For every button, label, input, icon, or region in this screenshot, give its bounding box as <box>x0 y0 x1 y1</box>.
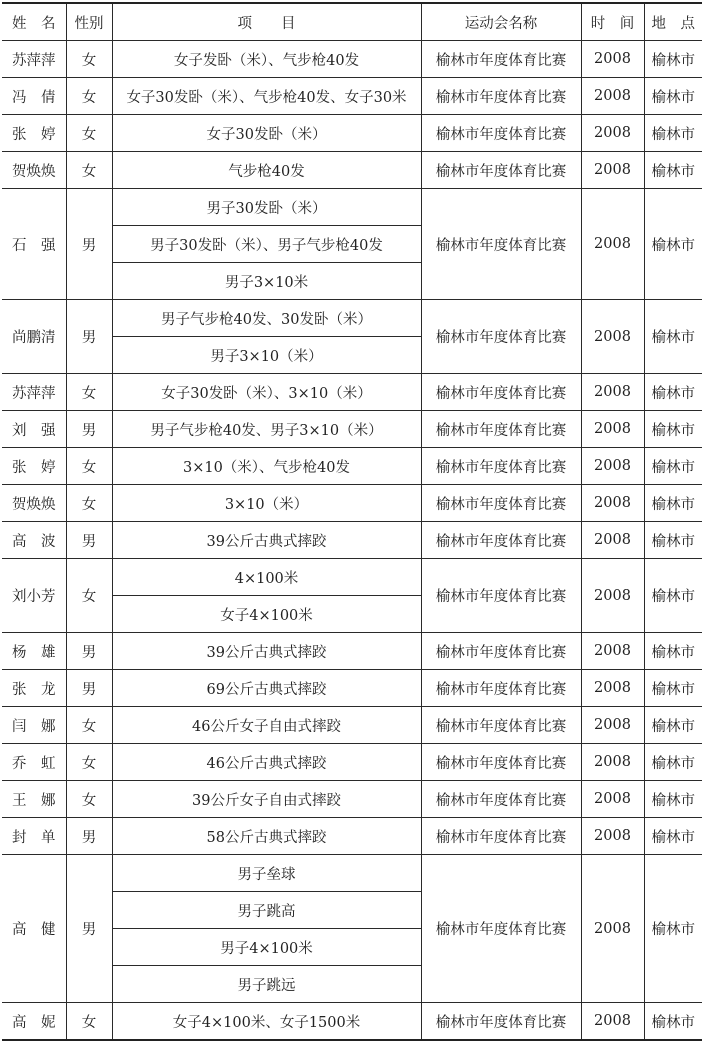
table-row <box>2 189 702 226</box>
meet-place: 榆林市 <box>644 522 702 559</box>
table-row <box>2 670 702 707</box>
meet-year: 2008 <box>581 781 644 818</box>
athlete-name: 杨 雄 <box>2 633 66 670</box>
meet-name: 榆林市年度体育比赛 <box>421 633 581 670</box>
meet-place: 榆林市 <box>644 559 702 633</box>
event-item: 69公斤古典式摔跤 <box>112 670 421 707</box>
athlete-gender: 女 <box>66 78 112 115</box>
meet-place: 榆林市 <box>644 1003 702 1041</box>
table-row <box>2 411 702 448</box>
meet-name: 榆林市年度体育比赛 <box>421 818 581 855</box>
event-item: 男子气步枪40发、男子3×10（米） <box>112 411 421 448</box>
header-gender: 性别 <box>66 3 112 41</box>
header-place: 地 点 <box>644 3 702 41</box>
event-item: 女子30发卧（米） <box>112 115 421 152</box>
meet-name: 榆林市年度体育比赛 <box>421 152 581 189</box>
table-row <box>2 374 702 411</box>
athlete-gender: 女 <box>66 707 112 744</box>
athlete-gender: 女 <box>66 115 112 152</box>
athlete-gender: 女 <box>66 744 112 781</box>
athlete-name: 刘 强 <box>2 411 66 448</box>
event-item: 女子4×100米 <box>112 596 421 633</box>
event-item: 39公斤古典式摔跤 <box>112 522 421 559</box>
meet-place: 榆林市 <box>644 781 702 818</box>
athlete-gender: 女 <box>66 374 112 411</box>
meet-year: 2008 <box>581 300 644 374</box>
athlete-gender: 男 <box>66 300 112 374</box>
meet-place: 榆林市 <box>644 633 702 670</box>
event-item: 46公斤女子自由式摔跤 <box>112 707 421 744</box>
meet-place: 榆林市 <box>644 411 702 448</box>
meet-place: 榆林市 <box>644 41 702 78</box>
header-row <box>2 3 702 41</box>
meet-year: 2008 <box>581 115 644 152</box>
meet-year: 2008 <box>581 707 644 744</box>
event-item: 男子4×100米 <box>112 929 421 966</box>
athlete-gender: 男 <box>66 411 112 448</box>
meet-year: 2008 <box>581 744 644 781</box>
table-row <box>2 855 702 892</box>
athlete-gender: 女 <box>66 559 112 633</box>
meet-place: 榆林市 <box>644 448 702 485</box>
event-item: 女子30发卧（米）、3×10（米） <box>112 374 421 411</box>
meet-year: 2008 <box>581 374 644 411</box>
header-name: 姓 名 <box>2 3 66 41</box>
event-item: 男子3×10米 <box>112 263 421 300</box>
table-row <box>2 522 702 559</box>
athlete-gender: 男 <box>66 670 112 707</box>
athlete-name: 苏萍萍 <box>2 41 66 78</box>
event-item: 男子跳高 <box>112 892 421 929</box>
event-item: 气步枪40发 <box>112 152 421 189</box>
meet-place: 榆林市 <box>644 485 702 522</box>
event-item: 39公斤女子自由式摔跤 <box>112 781 421 818</box>
athlete-name: 石 强 <box>2 189 66 300</box>
header-year: 时 间 <box>581 3 644 41</box>
meet-year: 2008 <box>581 485 644 522</box>
meet-year: 2008 <box>581 152 644 189</box>
meet-year: 2008 <box>581 855 644 1003</box>
table-row <box>2 781 702 818</box>
event-item: 3×10（米）、气步枪40发 <box>112 448 421 485</box>
athlete-gender: 男 <box>66 818 112 855</box>
table-row <box>2 818 702 855</box>
table-row <box>2 744 702 781</box>
event-item: 男子垒球 <box>112 855 421 892</box>
athlete-name: 封 单 <box>2 818 66 855</box>
athlete-gender: 男 <box>66 522 112 559</box>
meet-name: 榆林市年度体育比赛 <box>421 559 581 633</box>
athlete-gender: 女 <box>66 485 112 522</box>
athlete-name: 王 娜 <box>2 781 66 818</box>
athlete-gender: 女 <box>66 1003 112 1041</box>
table-row <box>2 300 702 337</box>
athlete-name: 苏萍萍 <box>2 374 66 411</box>
athlete-name: 乔 虹 <box>2 744 66 781</box>
athlete-name: 尚鹏清 <box>2 300 66 374</box>
event-item: 男子3×10（米） <box>112 337 421 374</box>
event-item: 58公斤古典式摔跤 <box>112 818 421 855</box>
athlete-name: 高 健 <box>2 855 66 1003</box>
meet-place: 榆林市 <box>644 818 702 855</box>
athlete-name: 高 妮 <box>2 1003 66 1041</box>
meet-year: 2008 <box>581 189 644 300</box>
meet-place: 榆林市 <box>644 152 702 189</box>
meet-year: 2008 <box>581 522 644 559</box>
table-row <box>2 152 702 189</box>
event-item: 男子30发卧（米） <box>112 189 421 226</box>
meet-place: 榆林市 <box>644 707 702 744</box>
header-meet: 运动会名称 <box>421 3 581 41</box>
meet-place: 榆林市 <box>644 670 702 707</box>
meet-place: 榆林市 <box>644 374 702 411</box>
meet-name: 榆林市年度体育比赛 <box>421 115 581 152</box>
athlete-name: 贺焕焕 <box>2 152 66 189</box>
meet-name: 榆林市年度体育比赛 <box>421 189 581 300</box>
event-item: 男子气步枪40发、30发卧（米） <box>112 300 421 337</box>
athlete-gender: 男 <box>66 189 112 300</box>
meet-name: 榆林市年度体育比赛 <box>421 1003 581 1041</box>
meet-name: 榆林市年度体育比赛 <box>421 78 581 115</box>
meet-place: 榆林市 <box>644 855 702 1003</box>
meet-name: 榆林市年度体育比赛 <box>421 411 581 448</box>
table-row <box>2 115 702 152</box>
athlete-gender: 女 <box>66 448 112 485</box>
athlete-name: 张 婷 <box>2 448 66 485</box>
table-row <box>2 707 702 744</box>
meet-place: 榆林市 <box>644 115 702 152</box>
event-item: 女子30发卧（米）、气步枪40发、女子30米 <box>112 78 421 115</box>
meet-year: 2008 <box>581 633 644 670</box>
event-item: 3×10（米） <box>112 485 421 522</box>
meet-place: 榆林市 <box>644 189 702 300</box>
table-row <box>2 633 702 670</box>
meet-name: 榆林市年度体育比赛 <box>421 300 581 374</box>
meet-name: 榆林市年度体育比赛 <box>421 855 581 1003</box>
meet-year: 2008 <box>581 818 644 855</box>
athlete-gender: 女 <box>66 781 112 818</box>
table-row <box>2 78 702 115</box>
meet-name: 榆林市年度体育比赛 <box>421 374 581 411</box>
event-item: 女子4×100米、女子1500米 <box>112 1003 421 1041</box>
header-event: 项 目 <box>112 3 421 41</box>
table-row <box>2 485 702 522</box>
event-item: 女子发卧（米）、气步枪40发 <box>112 41 421 78</box>
meet-year: 2008 <box>581 559 644 633</box>
meet-name: 榆林市年度体育比赛 <box>421 707 581 744</box>
meet-name: 榆林市年度体育比赛 <box>421 670 581 707</box>
meet-year: 2008 <box>581 78 644 115</box>
athlete-name: 高 波 <box>2 522 66 559</box>
meet-year: 2008 <box>581 411 644 448</box>
meet-name: 榆林市年度体育比赛 <box>421 781 581 818</box>
meet-name: 榆林市年度体育比赛 <box>421 744 581 781</box>
event-item: 4×100米 <box>112 559 421 596</box>
meet-name: 榆林市年度体育比赛 <box>421 522 581 559</box>
athlete-name: 刘小芳 <box>2 559 66 633</box>
table-row <box>2 559 702 596</box>
athlete-gender: 男 <box>66 855 112 1003</box>
meet-place: 榆林市 <box>644 744 702 781</box>
event-item: 46公斤古典式摔跤 <box>112 744 421 781</box>
table-body <box>2 41 702 1041</box>
meet-year: 2008 <box>581 1003 644 1041</box>
meet-year: 2008 <box>581 41 644 78</box>
athlete-name: 闫 娜 <box>2 707 66 744</box>
meet-name: 榆林市年度体育比赛 <box>421 448 581 485</box>
athlete-name: 张 龙 <box>2 670 66 707</box>
meet-place: 榆林市 <box>644 300 702 374</box>
event-item: 男子30发卧（米）、男子气步枪40发 <box>112 226 421 263</box>
athlete-competition-table <box>2 2 702 1041</box>
meet-year: 2008 <box>581 448 644 485</box>
meet-name: 榆林市年度体育比赛 <box>421 41 581 78</box>
athlete-gender: 女 <box>66 41 112 78</box>
table-row <box>2 448 702 485</box>
athlete-gender: 男 <box>66 633 112 670</box>
table-row <box>2 41 702 78</box>
athlete-name: 贺焕焕 <box>2 485 66 522</box>
athlete-gender: 女 <box>66 152 112 189</box>
meet-place: 榆林市 <box>644 78 702 115</box>
event-item: 男子跳远 <box>112 966 421 1003</box>
athlete-name: 冯 倩 <box>2 78 66 115</box>
meet-name: 榆林市年度体育比赛 <box>421 485 581 522</box>
table-row <box>2 1003 702 1041</box>
event-item: 39公斤古典式摔跤 <box>112 633 421 670</box>
athlete-name: 张 婷 <box>2 115 66 152</box>
meet-year: 2008 <box>581 670 644 707</box>
